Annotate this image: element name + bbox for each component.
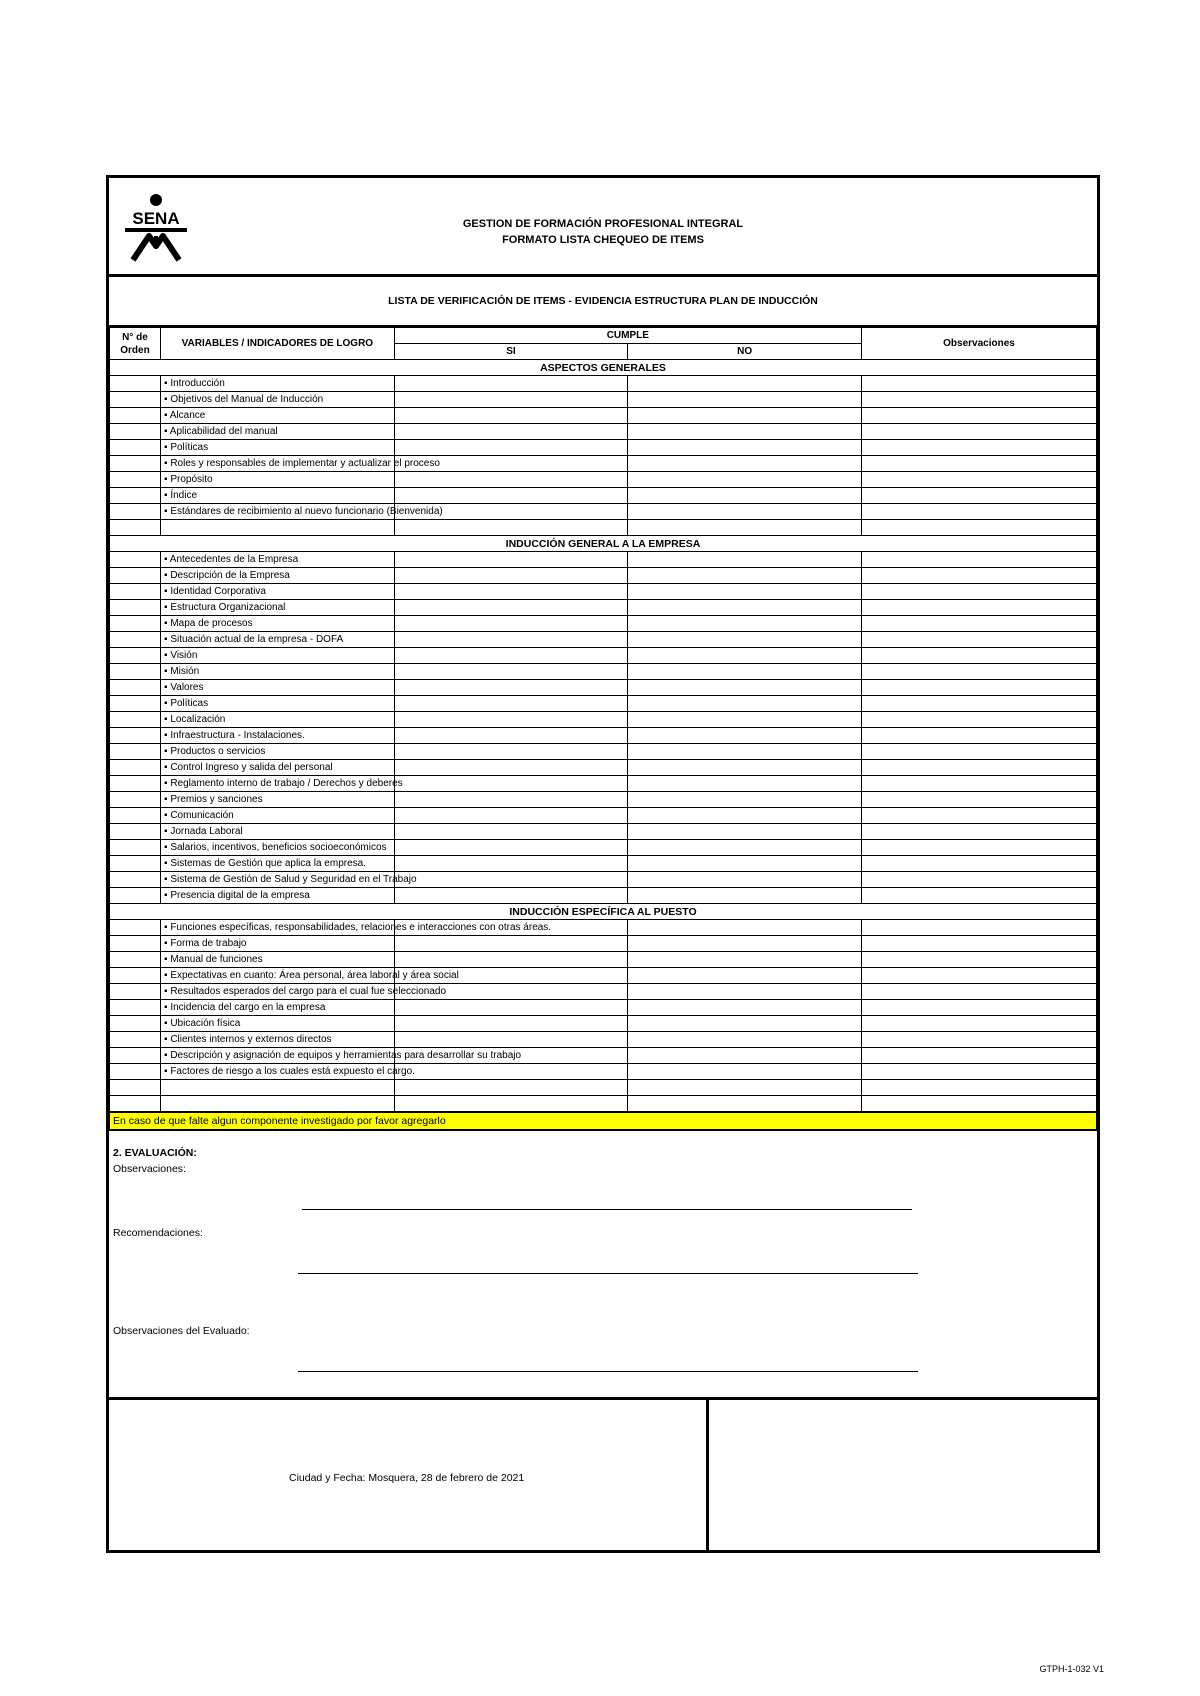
no-checkbox-cell[interactable] bbox=[628, 616, 862, 632]
no-checkbox-cell[interactable] bbox=[628, 504, 862, 520]
checklist-row bbox=[110, 792, 1097, 808]
si-checkbox-cell[interactable] bbox=[394, 1016, 628, 1032]
checklist-row bbox=[110, 504, 1097, 520]
item-label: ▪ Ubicación física bbox=[161, 1016, 395, 1032]
order-cell[interactable] bbox=[110, 728, 161, 744]
si-checkbox-cell[interactable] bbox=[394, 648, 628, 664]
si-checkbox-cell[interactable] bbox=[394, 792, 628, 808]
evaluation-title: 2. EVALUACIÓN: bbox=[113, 1147, 197, 1159]
column-header-row bbox=[110, 328, 1097, 344]
section-header-row bbox=[110, 360, 1097, 376]
observaciones-cell[interactable] bbox=[862, 616, 1097, 632]
item-label: ▪ Descripción y asignación de equipos y herramientas para desarrollar su trabajo bbox=[161, 1048, 395, 1064]
evaluado-label: Observaciones del Evaluado: bbox=[113, 1325, 250, 1337]
checklist-row bbox=[110, 664, 1097, 680]
no-checkbox-cell[interactable] bbox=[628, 456, 862, 472]
checklist-row bbox=[110, 888, 1097, 904]
si-checkbox-cell[interactable] bbox=[394, 632, 628, 648]
signature-box[interactable] bbox=[709, 1400, 1097, 1550]
checklist-row bbox=[110, 1032, 1097, 1048]
order-cell[interactable] bbox=[110, 1064, 161, 1080]
observaciones-cell[interactable] bbox=[862, 760, 1097, 776]
checklist-row bbox=[110, 936, 1097, 952]
observaciones-cell[interactable] bbox=[862, 984, 1097, 1000]
no-column-header: NO bbox=[628, 344, 862, 360]
no-checkbox-cell[interactable] bbox=[628, 600, 862, 616]
observaciones-cell[interactable] bbox=[862, 840, 1097, 856]
checklist-row bbox=[110, 680, 1097, 696]
item-label: ▪ Sistemas de Gestión que aplica la empresa. bbox=[161, 856, 395, 872]
checklist-row bbox=[110, 856, 1097, 872]
form-subtitle: LISTA DE VERIFICACIÓN DE ITEMS - EVIDENCIA ESTRUCTURA PLAN DE INDUCCIÓN bbox=[109, 277, 1097, 327]
item-label: ▪ Propósito bbox=[161, 472, 395, 488]
observaciones-cell[interactable] bbox=[862, 1048, 1097, 1064]
item-label bbox=[161, 520, 395, 536]
evaluation-section bbox=[109, 1130, 1097, 1397]
observaciones-cell[interactable] bbox=[862, 632, 1097, 648]
item-label: ▪ Índice bbox=[161, 488, 395, 504]
observaciones-cell[interactable] bbox=[862, 680, 1097, 696]
observaciones-cell[interactable] bbox=[862, 1016, 1097, 1032]
si-checkbox-cell[interactable] bbox=[394, 1000, 628, 1016]
no-checkbox-cell[interactable] bbox=[628, 632, 862, 648]
order-cell[interactable] bbox=[110, 440, 161, 456]
observaciones-cell[interactable] bbox=[862, 424, 1097, 440]
observaciones-cell[interactable] bbox=[862, 552, 1097, 568]
form-header bbox=[109, 178, 1097, 277]
si-column-header: SI bbox=[394, 344, 628, 360]
observaciones-cell[interactable] bbox=[862, 392, 1097, 408]
checklist-sheet bbox=[106, 175, 1100, 1553]
header-line-2: FORMATO LISTA CHEQUEO DE ITEMS bbox=[502, 234, 704, 246]
item-label: ▪ Misión bbox=[161, 664, 395, 680]
observaciones-cell[interactable] bbox=[862, 648, 1097, 664]
checklist-row bbox=[110, 776, 1097, 792]
observaciones-cell[interactable] bbox=[862, 1000, 1097, 1016]
checklist-row bbox=[110, 1080, 1097, 1096]
section-header-row bbox=[110, 536, 1097, 552]
no-checkbox-cell[interactable] bbox=[628, 744, 862, 760]
order-cell[interactable] bbox=[110, 1080, 161, 1096]
si-checkbox-cell[interactable] bbox=[394, 936, 628, 952]
observaciones-cell[interactable] bbox=[862, 376, 1097, 392]
item-label bbox=[161, 1080, 395, 1096]
no-checkbox-cell[interactable] bbox=[628, 1080, 862, 1096]
observaciones-cell[interactable] bbox=[862, 744, 1097, 760]
item-label: ▪ Reglamento interno de trabajo / Derechos y deberes bbox=[161, 776, 395, 792]
si-checkbox-cell[interactable] bbox=[394, 872, 628, 888]
checklist-row bbox=[110, 552, 1097, 568]
checklist-row bbox=[110, 728, 1097, 744]
checklist-row bbox=[110, 472, 1097, 488]
checklist-row bbox=[110, 488, 1097, 504]
no-checkbox-cell[interactable] bbox=[628, 888, 862, 904]
no-checkbox-cell[interactable] bbox=[628, 584, 862, 600]
item-label: ▪ Objetivos del Manual de Inducción bbox=[161, 392, 395, 408]
no-checkbox-cell[interactable] bbox=[628, 520, 862, 536]
item-label: ▪ Situación actual de la empresa - DOFA bbox=[161, 632, 395, 648]
si-checkbox-cell[interactable] bbox=[394, 824, 628, 840]
no-checkbox-cell[interactable] bbox=[628, 648, 862, 664]
si-checkbox-cell[interactable] bbox=[394, 472, 628, 488]
checklist-row bbox=[110, 600, 1097, 616]
si-checkbox-cell[interactable] bbox=[394, 840, 628, 856]
no-checkbox-cell[interactable] bbox=[628, 984, 862, 1000]
item-label: ▪ Forma de trabajo bbox=[161, 936, 395, 952]
observaciones-cell[interactable] bbox=[862, 968, 1097, 984]
order-cell[interactable] bbox=[110, 584, 161, 600]
order-cell[interactable] bbox=[110, 744, 161, 760]
header-line-1: GESTION DE FORMACIÓN PROFESIONAL INTEGRAL bbox=[462, 218, 744, 230]
order-cell[interactable] bbox=[110, 920, 161, 936]
item-label: ▪ Sistema de Gestión de Salud y Seguridad en el Trabajo bbox=[161, 872, 395, 888]
item-label: ▪ Identidad Corporativa bbox=[161, 584, 395, 600]
si-checkbox-cell[interactable] bbox=[394, 616, 628, 632]
no-checkbox-cell[interactable] bbox=[628, 1032, 862, 1048]
order-cell[interactable] bbox=[110, 376, 161, 392]
observaciones-cell[interactable] bbox=[862, 776, 1097, 792]
checklist-table bbox=[109, 327, 1097, 1112]
si-checkbox-cell[interactable] bbox=[394, 808, 628, 824]
si-checkbox-cell[interactable] bbox=[394, 520, 628, 536]
order-cell[interactable] bbox=[110, 472, 161, 488]
no-checkbox-cell[interactable] bbox=[628, 808, 862, 824]
order-cell[interactable] bbox=[110, 1048, 161, 1064]
checklist-row bbox=[110, 520, 1097, 536]
observaciones-cell[interactable] bbox=[862, 1032, 1097, 1048]
item-label: ▪ Roles y responsables de implementar y actualizar el proceso bbox=[161, 456, 395, 472]
item-label: ▪ Estructura Organizacional bbox=[161, 600, 395, 616]
order-cell[interactable] bbox=[110, 408, 161, 424]
item-label: ▪ Valores bbox=[161, 680, 395, 696]
si-checkbox-cell[interactable] bbox=[394, 888, 628, 904]
si-checkbox-cell[interactable] bbox=[394, 376, 628, 392]
order-cell[interactable] bbox=[110, 840, 161, 856]
no-checkbox-cell[interactable] bbox=[628, 392, 862, 408]
order-cell[interactable] bbox=[110, 808, 161, 824]
cumple-column-header: CUMPLE bbox=[394, 328, 861, 344]
checklist-row bbox=[110, 1048, 1097, 1064]
order-cell[interactable] bbox=[110, 792, 161, 808]
no-checkbox-cell[interactable] bbox=[628, 1000, 862, 1016]
place-date-box bbox=[109, 1400, 709, 1550]
si-checkbox-cell[interactable] bbox=[394, 1096, 628, 1112]
item-label: ▪ Presencia digital de la empresa bbox=[161, 888, 395, 904]
no-checkbox-cell[interactable] bbox=[628, 408, 862, 424]
checklist-row bbox=[110, 1096, 1097, 1112]
item-label: ▪ Visión bbox=[161, 648, 395, 664]
order-cell[interactable] bbox=[110, 952, 161, 968]
order-cell[interactable] bbox=[110, 856, 161, 872]
item-label: ▪ Salarios, incentivos, beneficios socioeconómicos bbox=[161, 840, 395, 856]
order-cell[interactable] bbox=[110, 1032, 161, 1048]
observaciones-cell[interactable] bbox=[862, 856, 1097, 872]
si-checkbox-cell[interactable] bbox=[394, 584, 628, 600]
item-label: ▪ Alcance bbox=[161, 408, 395, 424]
observaciones-cell[interactable] bbox=[862, 504, 1097, 520]
section-header-row bbox=[110, 904, 1097, 920]
order-cell[interactable] bbox=[110, 600, 161, 616]
si-checkbox-cell[interactable] bbox=[394, 728, 628, 744]
order-cell[interactable] bbox=[110, 456, 161, 472]
checklist-row bbox=[110, 568, 1097, 584]
observaciones-cell[interactable] bbox=[862, 952, 1097, 968]
observaciones-cell[interactable] bbox=[862, 1064, 1097, 1080]
svg-text:SENA: SENA bbox=[132, 209, 180, 228]
order-cell[interactable] bbox=[110, 872, 161, 888]
no-checkbox-cell[interactable] bbox=[628, 1048, 862, 1064]
item-label: ▪ Aplicabilidad del manual bbox=[161, 424, 395, 440]
order-cell[interactable] bbox=[110, 984, 161, 1000]
order-cell[interactable] bbox=[110, 1016, 161, 1032]
observaciones-cell[interactable] bbox=[862, 696, 1097, 712]
no-checkbox-cell[interactable] bbox=[628, 568, 862, 584]
order-cell[interactable] bbox=[110, 632, 161, 648]
item-label: ▪ Mapa de procesos bbox=[161, 616, 395, 632]
order-cell[interactable] bbox=[110, 888, 161, 904]
form-code: GTPH-1-032 V1 bbox=[1039, 1664, 1104, 1674]
no-checkbox-cell[interactable] bbox=[628, 872, 862, 888]
si-checkbox-cell[interactable] bbox=[394, 408, 628, 424]
si-checkbox-cell[interactable] bbox=[394, 1080, 628, 1096]
observaciones-cell[interactable] bbox=[862, 568, 1097, 584]
checklist-row bbox=[110, 808, 1097, 824]
no-checkbox-cell[interactable] bbox=[628, 968, 862, 984]
section-title: ASPECTOS GENERALES bbox=[110, 360, 1097, 376]
item-label: ▪ Clientes internos y externos directos bbox=[161, 1032, 395, 1048]
observaciones-cell[interactable] bbox=[862, 440, 1097, 456]
checklist-row bbox=[110, 440, 1097, 456]
no-checkbox-cell[interactable] bbox=[628, 680, 862, 696]
no-checkbox-cell[interactable] bbox=[628, 920, 862, 936]
no-checkbox-cell[interactable] bbox=[628, 472, 862, 488]
si-checkbox-cell[interactable] bbox=[394, 488, 628, 504]
observaciones-cell[interactable] bbox=[862, 872, 1097, 888]
order-cell[interactable] bbox=[110, 568, 161, 584]
si-checkbox-cell[interactable] bbox=[394, 568, 628, 584]
si-checkbox-cell[interactable] bbox=[394, 760, 628, 776]
item-label: ▪ Localización bbox=[161, 712, 395, 728]
si-checkbox-cell[interactable] bbox=[394, 1032, 628, 1048]
observaciones-label: Observaciones: bbox=[113, 1163, 186, 1175]
si-checkbox-cell[interactable] bbox=[394, 664, 628, 680]
order-cell[interactable] bbox=[110, 680, 161, 696]
observaciones-cell[interactable] bbox=[862, 936, 1097, 952]
item-label: ▪ Políticas bbox=[161, 440, 395, 456]
place-date: Ciudad y Fecha: Mosquera, 28 de febrero de 2021 bbox=[289, 1472, 525, 1484]
header-title bbox=[109, 216, 1097, 248]
checklist-row bbox=[110, 424, 1097, 440]
order-cell[interactable] bbox=[110, 504, 161, 520]
order-cell[interactable] bbox=[110, 824, 161, 840]
item-label: ▪ Incidencia del cargo en la empresa bbox=[161, 1000, 395, 1016]
si-checkbox-cell[interactable] bbox=[394, 680, 628, 696]
checklist-row bbox=[110, 968, 1097, 984]
order-cell[interactable] bbox=[110, 616, 161, 632]
item-label: ▪ Productos o servicios bbox=[161, 744, 395, 760]
observaciones-cell[interactable] bbox=[862, 600, 1097, 616]
no-checkbox-cell[interactable] bbox=[628, 696, 862, 712]
observaciones-cell[interactable] bbox=[862, 792, 1097, 808]
recomendaciones-label: Recomendaciones: bbox=[113, 1227, 203, 1239]
checklist-row bbox=[110, 408, 1097, 424]
no-checkbox-cell[interactable] bbox=[628, 840, 862, 856]
checklist-row bbox=[110, 1064, 1097, 1080]
checklist-row bbox=[110, 616, 1097, 632]
no-checkbox-cell[interactable] bbox=[628, 1016, 862, 1032]
order-cell[interactable] bbox=[110, 968, 161, 984]
order-cell[interactable] bbox=[110, 424, 161, 440]
observaciones-cell[interactable] bbox=[862, 408, 1097, 424]
item-label: ▪ Comunicación bbox=[161, 808, 395, 824]
no-checkbox-cell[interactable] bbox=[628, 936, 862, 952]
observaciones-cell[interactable] bbox=[862, 728, 1097, 744]
section-title: INDUCCIÓN ESPECÍFICA AL PUESTO bbox=[110, 904, 1097, 920]
order-cell[interactable] bbox=[110, 760, 161, 776]
observaciones-cell[interactable] bbox=[862, 520, 1097, 536]
order-cell[interactable] bbox=[110, 520, 161, 536]
si-checkbox-cell[interactable] bbox=[394, 744, 628, 760]
order-cell[interactable] bbox=[110, 648, 161, 664]
no-checkbox-cell[interactable] bbox=[628, 776, 862, 792]
si-checkbox-cell[interactable] bbox=[394, 696, 628, 712]
observaciones-cell[interactable] bbox=[862, 1080, 1097, 1096]
observaciones-cell[interactable] bbox=[862, 584, 1097, 600]
order-cell[interactable] bbox=[110, 696, 161, 712]
order-column-header bbox=[110, 328, 161, 360]
no-checkbox-cell[interactable] bbox=[628, 824, 862, 840]
observaciones-column-header: Observaciones bbox=[862, 328, 1097, 360]
si-checkbox-cell[interactable] bbox=[394, 424, 628, 440]
checklist-row bbox=[110, 376, 1097, 392]
observaciones-cell[interactable] bbox=[862, 824, 1097, 840]
checklist-row bbox=[110, 744, 1097, 760]
no-checkbox-cell[interactable] bbox=[628, 952, 862, 968]
observaciones-cell[interactable] bbox=[862, 488, 1097, 504]
order-cell[interactable] bbox=[110, 552, 161, 568]
observaciones-cell[interactable] bbox=[862, 664, 1097, 680]
order-header-line1: N° de bbox=[122, 331, 148, 343]
observaciones-cell[interactable] bbox=[862, 456, 1097, 472]
item-label: ▪ Introducción bbox=[161, 376, 395, 392]
item-label: ▪ Manual de funciones bbox=[161, 952, 395, 968]
checklist-row bbox=[110, 952, 1097, 968]
order-cell[interactable] bbox=[110, 1096, 161, 1112]
no-checkbox-cell[interactable] bbox=[628, 1064, 862, 1080]
item-label: ▪ Resultados esperados del cargo para el cual fue seleccionado bbox=[161, 984, 395, 1000]
si-checkbox-cell[interactable] bbox=[394, 440, 628, 456]
item-label bbox=[161, 1096, 395, 1112]
item-label: ▪ Control Ingreso y salida del personal bbox=[161, 760, 395, 776]
checklist-row bbox=[110, 824, 1097, 840]
order-cell[interactable] bbox=[110, 392, 161, 408]
observaciones-cell[interactable] bbox=[862, 920, 1097, 936]
item-label: ▪ Antecedentes de la Empresa bbox=[161, 552, 395, 568]
order-cell[interactable] bbox=[110, 712, 161, 728]
item-label: ▪ Factores de riesgo a los cuales está expuesto el cargo. bbox=[161, 1064, 395, 1080]
evaluado-line[interactable] bbox=[298, 1371, 918, 1372]
no-checkbox-cell[interactable] bbox=[628, 552, 862, 568]
item-label: ▪ Funciones específicas, responsabilidades, relaciones e interacciones con otras áreas. bbox=[161, 920, 395, 936]
missing-component-note: En caso de que falte algun componente investigado por favor agregarlo bbox=[109, 1112, 1097, 1130]
observaciones-cell[interactable] bbox=[862, 1096, 1097, 1112]
no-checkbox-cell[interactable] bbox=[628, 856, 862, 872]
checklist-row bbox=[110, 648, 1097, 664]
signature-footer bbox=[109, 1397, 1097, 1550]
observaciones-cell[interactable] bbox=[862, 808, 1097, 824]
observaciones-cell[interactable] bbox=[862, 712, 1097, 728]
order-cell[interactable] bbox=[110, 776, 161, 792]
item-label: ▪ Jornada Laboral bbox=[161, 824, 395, 840]
observaciones-cell[interactable] bbox=[862, 888, 1097, 904]
si-checkbox-cell[interactable] bbox=[394, 856, 628, 872]
checklist-row bbox=[110, 696, 1097, 712]
checklist-row bbox=[110, 760, 1097, 776]
no-checkbox-cell[interactable] bbox=[628, 424, 862, 440]
item-label: ▪ Infraestructura - Instalaciones. bbox=[161, 728, 395, 744]
order-cell[interactable] bbox=[110, 1000, 161, 1016]
checklist-row bbox=[110, 1016, 1097, 1032]
observaciones-cell[interactable] bbox=[862, 472, 1097, 488]
checklist-row bbox=[110, 712, 1097, 728]
recomendaciones-line[interactable] bbox=[298, 1273, 918, 1274]
no-checkbox-cell[interactable] bbox=[628, 376, 862, 392]
checklist-row bbox=[110, 1000, 1097, 1016]
no-checkbox-cell[interactable] bbox=[628, 728, 862, 744]
section-title: INDUCCIÓN GENERAL A LA EMPRESA bbox=[110, 536, 1097, 552]
checklist-row bbox=[110, 984, 1097, 1000]
checklist-row bbox=[110, 392, 1097, 408]
no-checkbox-cell[interactable] bbox=[628, 760, 862, 776]
no-checkbox-cell[interactable] bbox=[628, 664, 862, 680]
si-checkbox-cell[interactable] bbox=[394, 600, 628, 616]
si-checkbox-cell[interactable] bbox=[394, 1064, 628, 1080]
checklist-row bbox=[110, 584, 1097, 600]
item-label: ▪ Políticas bbox=[161, 696, 395, 712]
no-checkbox-cell[interactable] bbox=[628, 440, 862, 456]
order-cell[interactable] bbox=[110, 936, 161, 952]
observaciones-line[interactable] bbox=[302, 1209, 912, 1210]
si-checkbox-cell[interactable] bbox=[394, 392, 628, 408]
checklist-row bbox=[110, 872, 1097, 888]
checklist-row bbox=[110, 632, 1097, 648]
no-checkbox-cell[interactable] bbox=[628, 488, 862, 504]
item-label: ▪ Premios y sanciones bbox=[161, 792, 395, 808]
si-checkbox-cell[interactable] bbox=[394, 776, 628, 792]
order-cell[interactable] bbox=[110, 664, 161, 680]
item-label: ▪ Expectativas en cuanto: Área personal, área laboral y área social bbox=[161, 968, 395, 984]
si-checkbox-cell[interactable] bbox=[394, 952, 628, 968]
checklist-row bbox=[110, 840, 1097, 856]
checklist-row bbox=[110, 456, 1097, 472]
checklist-row bbox=[110, 920, 1097, 936]
item-label: ▪ Descripción de la Empresa bbox=[161, 568, 395, 584]
variables-column-header: VARIABLES / INDICADORES DE LOGRO bbox=[161, 328, 395, 360]
item-label: ▪ Estándares de recibimiento al nuevo funcionario (Bienvenida) bbox=[161, 504, 395, 520]
no-checkbox-cell[interactable] bbox=[628, 792, 862, 808]
si-checkbox-cell[interactable] bbox=[394, 552, 628, 568]
order-header-line2: Orden bbox=[120, 344, 150, 356]
no-checkbox-cell[interactable] bbox=[628, 712, 862, 728]
si-checkbox-cell[interactable] bbox=[394, 712, 628, 728]
no-checkbox-cell[interactable] bbox=[628, 1096, 862, 1112]
order-cell[interactable] bbox=[110, 488, 161, 504]
